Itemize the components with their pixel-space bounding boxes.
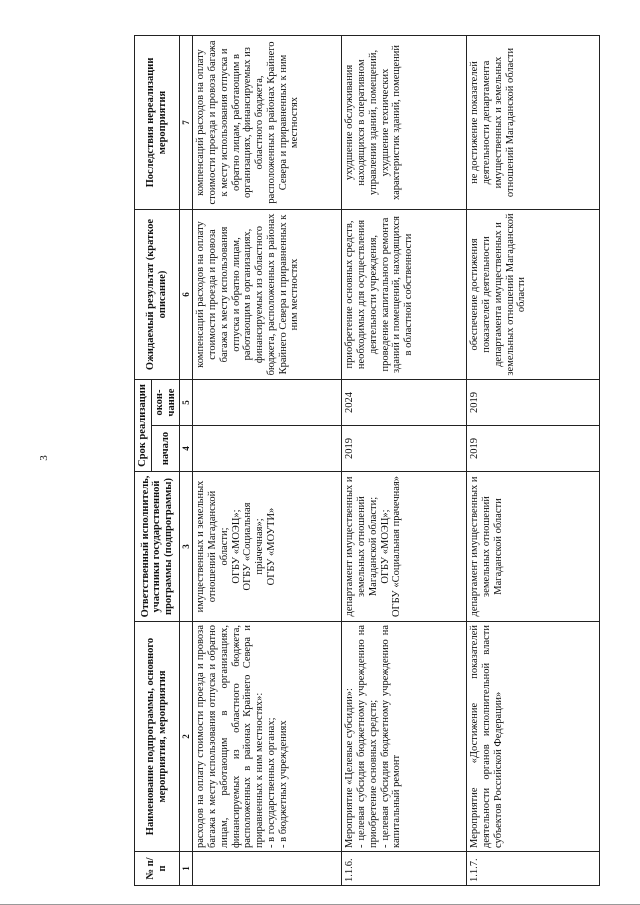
header-end: окон-чание [151,380,180,426]
row-executor [342,472,467,622]
program-activities-table [134,35,600,886]
row-name-line: - целевая субсидия бюджетному учреждению на капитальный ремонт [379,625,403,848]
col-index: 2 [180,622,193,852]
row-executor-line: ОГБУ «Социальная пріачечная»; [242,502,266,591]
row-name-line: расходов на оплату стоимости проезда и провоза багажа к месту использования отпуска и обратно лицам, работающим в организациях, финансируемых из областного бюджета, расположенных в районах Крайнего Севера и приравненных к ним местностях»: [195,625,266,848]
row-executor-line: ОГБУ «МОУТИ» [265,507,277,586]
row-start: 2019 [467,426,600,472]
header-executor: Ответственный исполнитель, участники государственной программы (подпрограммы) [135,472,180,622]
row-consequences: компенсаций расходов на оплату стоимости проезда и провоза багажа к месту использования отпуска и обратно лицам, работающим в организациях, финансируемых из областного бюджета, расположенных в районах Крайнего Севера и приравненных к ним местностях [193,36,342,210]
column-index-row [180,36,193,886]
row-expected: приобретение основных средств, необходимых для осуществления деятельности учреждения, проведение капитального ремонта зданий и помещений, находящихся в областной собственности [342,210,467,380]
row-end [193,380,342,426]
row-name-line: Мероприятие «Достижение показателей деятельности органов исполнительной власти субъектов Российской Федерации» [469,625,504,848]
row-expected: компенсаций расходов на оплату стоимости проезда и провоза багажа к месту использования отпуска и обратно лицам, работающим в организациях, финансируемых из областного бюджета, расположенных в районах Крайнего Севера и приравненных к ним местностях [193,210,342,380]
col-index: 4 [180,426,193,472]
rotated-table-wrapper [134,36,632,886]
row-name [193,622,342,852]
row-name [342,622,467,852]
row-executor [193,472,342,622]
row-executor-line: департамент имущественных и земельных отношений Магаданской области; [344,476,379,617]
header-num: № п/п [135,852,180,886]
page-number: 3 [37,455,50,461]
row-num: 1.1.7. [467,852,600,886]
row-executor-line: имущественных и земельных отношений Магаданской области; [195,480,230,613]
header-row [135,36,152,886]
header-consequences: Последствия нереализации мероприятия [135,36,180,210]
row-consequences: ухудшение обслуживания находящихся в оперативном управлении зданий, помещений, ухудшение технических характеристик зданий, помещений [342,36,467,210]
col-index: 5 [180,380,193,426]
header-name: Наименование подпрограммы, основного мероприятия, мероприятия [135,622,180,852]
header-expected: Ожидаемый результат (краткое описание) [135,210,180,380]
row-expected: обеспечение достижения показателей деятельности департамента имущественных и земельных отношений Магаданской области [467,210,600,380]
row-executor-line: ОГБУ «МОЭЦ»; [230,509,242,584]
col-index: 6 [180,210,193,380]
col-index: 7 [180,36,193,210]
row-executor-line: ОГБУ «МОЭЦ»; [379,509,391,584]
row-num [193,852,342,886]
row-end: 2024 [342,380,467,426]
row-consequences: не достижение показателей деятельности департамента имущественных и земельных отношений Магаданской области [467,36,600,210]
row-name-line: - в государственных органах; [265,717,277,848]
row-executor-line: ОГБУ «Социальная прачечная» [391,475,403,618]
row-name-line: - целевая субсидия бюджетному учреждению на приобретение основных средств; [356,625,379,848]
table-row [342,36,467,886]
row-start: 2019 [342,426,467,472]
header-start: начало [151,426,180,472]
row-end: 2019 [467,380,600,426]
col-index: 3 [180,472,193,622]
row-num: 1.1.6. [342,852,467,886]
row-name [467,622,600,852]
row-executor-line: департамент имущественных и земельных отношений Магаданской области [469,476,504,617]
header-period: Срок реализации [135,380,152,472]
row-name-line: - в бюджетных учреждениях [277,720,289,848]
col-index: 1 [180,852,193,886]
table-row [193,36,342,886]
row-name-line: Мероприятие «Целевые субсидии»: [344,688,356,848]
row-start [193,426,342,472]
row-executor [467,472,600,622]
table-row [467,36,600,886]
